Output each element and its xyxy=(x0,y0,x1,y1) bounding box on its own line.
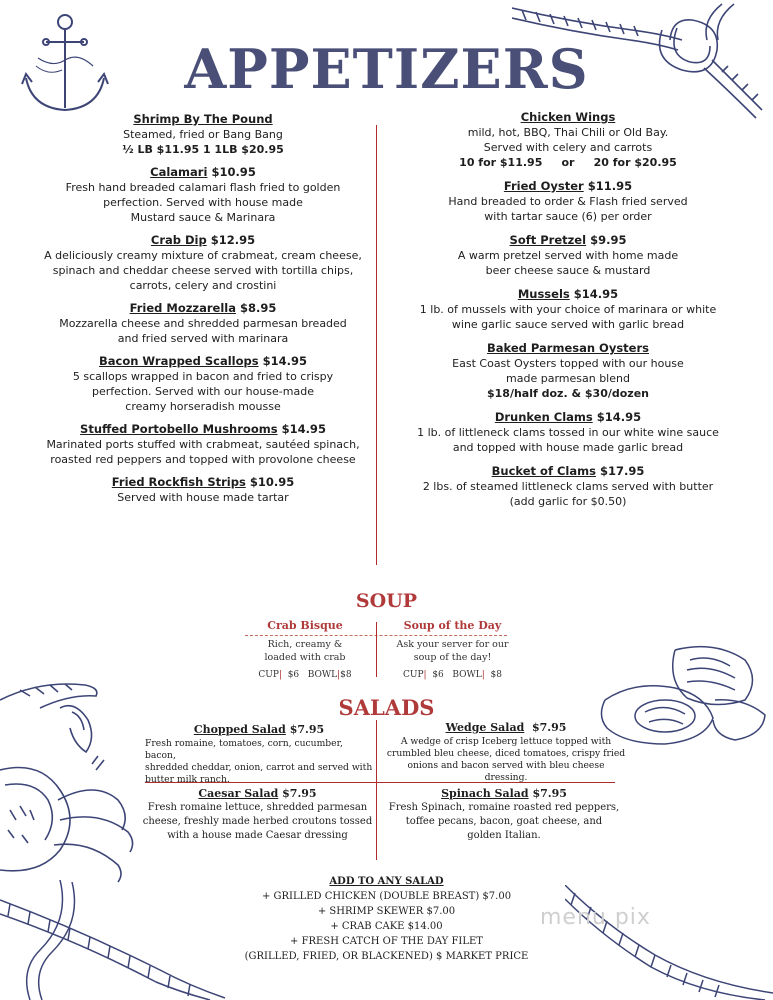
menu-item-name: Fried Rockfish Strips xyxy=(111,475,246,489)
salad-name xyxy=(140,786,375,801)
menu-item-description: 1 lb. of mussels with your choice of marinara or white xyxy=(419,303,717,316)
salad-desc-line: Fresh Spinach, romaine roasted red peppers, xyxy=(388,802,620,813)
watermark: menu pix xyxy=(540,905,651,930)
menu-item-title xyxy=(383,464,753,479)
menu-item-description: perfection. Served with our house-made xyxy=(92,385,314,398)
menu-item-name: Crab Dip xyxy=(150,233,207,247)
salad-price: $7.95 xyxy=(282,787,317,800)
menu-item-description: with tartar sauce (6) per order xyxy=(484,210,652,223)
menu-item-description: East Coast Oysters topped with our house xyxy=(452,357,684,370)
salad-desc-line: Fresh romaine, tomatoes, corn, cucumber, bacon, xyxy=(145,738,343,761)
menu-item xyxy=(28,233,378,293)
menu-item-price: $11.95 xyxy=(587,179,633,193)
soup-title: SOUP xyxy=(355,590,418,612)
salad-desc-line: onions and bacon served with bleu cheese dressing. xyxy=(407,760,605,783)
soup-desc xyxy=(385,638,520,664)
menu-item-price: $8.95 xyxy=(240,301,277,315)
soup-price: CUP| $6 BOWL| $8 xyxy=(403,670,502,680)
menu-item-name: Calamari xyxy=(150,165,208,179)
cup-label: CUP xyxy=(258,670,279,680)
menu-item-name: Mussels xyxy=(517,287,570,301)
menu-item xyxy=(28,112,378,157)
menu-item-description: Mustard sauce & Marinara xyxy=(130,211,276,224)
menu-item-title xyxy=(383,287,753,302)
salad-price: $7.95 xyxy=(289,723,325,736)
salad-desc xyxy=(384,801,624,843)
salad-desc-line: Fresh romaine lettuce, shredded parmesan xyxy=(147,802,368,813)
salad-desc-line: A wedge of crisp Iceberg lettuce topped with xyxy=(400,736,612,747)
salad-item-caesar xyxy=(140,786,375,843)
menu-item-description: 1 lb. of littleneck clams tossed in our white wine sauce xyxy=(417,426,719,439)
cup-label: CUP xyxy=(403,670,424,680)
soup-desc-line: soup of the day! xyxy=(413,652,492,663)
menu-item-title xyxy=(383,179,753,194)
menu-item-name: Stuffed Portobello Mushrooms xyxy=(80,422,278,436)
menu-item-description: spinach and cheddar cheese served with tortilla chips, xyxy=(52,264,354,277)
menu-item-description: Fresh hand breaded calamari flash fried to golden xyxy=(65,181,341,194)
add-to-salad-line: + FRESH CATCH OF THE DAY FILET xyxy=(290,936,483,947)
soup-name: Soup of the Day xyxy=(403,619,502,632)
menu-item-title xyxy=(383,341,753,356)
menu-item-description: beer cheese sauce & mustard xyxy=(485,264,651,277)
menu-item-price: $9.95 xyxy=(590,233,627,247)
menu-item-description: A deliciously creamy mixture of crabmeat, cream cheese, xyxy=(44,249,362,262)
appetizers-left-column xyxy=(28,112,378,505)
salad-desc xyxy=(386,736,626,784)
menu-item-price-line: ½ LB $11.95 1 1LB $20.95 xyxy=(122,143,284,156)
menu-item-price: $14.95 xyxy=(262,354,307,368)
salad-name-text: Spinach Salad xyxy=(441,787,529,800)
menu-item xyxy=(383,341,753,401)
menu-item-title xyxy=(28,422,378,437)
menu-item-description: A warm pretzel served with home made xyxy=(457,249,679,262)
menu-item-price: $10.95 xyxy=(249,475,295,489)
menu-item-price: $14.95 xyxy=(596,410,642,424)
soup-item-soup-of-the-day xyxy=(385,618,520,682)
menu-item-name: Chicken Wings xyxy=(520,110,616,124)
menu-item-description: wine garlic sauce served with garlic bread xyxy=(451,318,685,331)
menu-item-name: Drunken Clams xyxy=(494,410,593,424)
soup-desc-line: Ask your server for our xyxy=(396,639,509,650)
salad-desc-line: crumbled bleu cheese, diced tomatoes, crispy fried xyxy=(386,748,626,759)
menu-item-description: perfection. Served with house made xyxy=(103,196,303,209)
add-to-salad-line: + SHRIMP SKEWER $7.00 xyxy=(317,906,456,917)
add-to-salad xyxy=(0,874,773,964)
menu-item-name: Fried Mozzarella xyxy=(129,301,236,315)
salad-desc-line: shredded cheddar, onion, carrot and served with xyxy=(145,762,373,773)
menu-item-description: and topped with house made garlic bread xyxy=(452,441,684,454)
menu-item xyxy=(383,287,753,332)
salads-title: SALADS xyxy=(338,695,435,720)
menu-item xyxy=(383,464,753,509)
bowl-label: BOWL xyxy=(452,670,482,680)
appetizers-divider xyxy=(376,125,377,565)
menu-item-price: $10.95 xyxy=(211,165,256,179)
salad-name xyxy=(386,720,626,735)
salad-item-wedge xyxy=(386,720,626,784)
add-to-salad-title: ADD TO ANY SALAD xyxy=(329,876,444,887)
cup-price: $6 xyxy=(432,670,444,680)
salads-divider xyxy=(376,720,377,860)
menu-item xyxy=(28,475,378,505)
salad-price: $7.95 xyxy=(532,787,567,800)
menu-item-title xyxy=(383,110,753,125)
menu-item xyxy=(28,301,378,346)
salad-item-chopped xyxy=(145,722,373,786)
menu-item-description: Mozzarella cheese and shredded parmesan breaded xyxy=(59,317,347,330)
menu-item-description: and fried served with marinara xyxy=(117,332,289,345)
menu-item-title xyxy=(28,233,378,248)
salad-name-text: Wedge Salad xyxy=(445,721,525,734)
salad-name-text: Caesar Salad xyxy=(198,787,279,800)
menu-item-name: Soft Pretzel xyxy=(509,233,587,247)
menu-item-title xyxy=(383,410,753,425)
menu-item-description: Steamed, fried or Bang Bang xyxy=(123,128,283,141)
menu-item-name: Fried Oyster xyxy=(503,179,584,193)
menu-item-description: Hand breaded to order & Flash fried served xyxy=(448,195,688,208)
salad-name-text: Chopped Salad xyxy=(193,723,286,736)
menu-item-title xyxy=(28,475,378,490)
menu-item xyxy=(383,233,753,278)
menu-item-title xyxy=(383,233,753,248)
menu-item xyxy=(383,110,753,170)
menu-item xyxy=(383,179,753,224)
menu-item-description: Marinated ports stuffed with crabmeat, sautéed spinach, xyxy=(46,438,360,451)
menu-item-description: made parmesan blend xyxy=(506,372,630,385)
menu-item-description: Served with celery and carrots xyxy=(483,141,653,154)
page-title: APPETIZERS xyxy=(184,37,589,101)
add-to-salad-line: + GRILLED CHICKEN (DOUBLE BREAST) $7.00 xyxy=(261,891,512,902)
salad-desc-line: toffee pecans, bacon, goat cheese, and xyxy=(405,816,603,827)
menu-item-description: Served with house made tartar xyxy=(117,491,289,504)
menu-item-title xyxy=(28,165,378,180)
salad-desc xyxy=(145,738,373,786)
menu-item xyxy=(28,165,378,225)
soup-price: CUP| $6 BOWL|$8 xyxy=(258,670,352,680)
menu-item-description: roasted red peppers and topped with provolone cheese xyxy=(50,453,356,466)
menu-item-description: 5 scallops wrapped in bacon and fried to crispy xyxy=(72,370,334,383)
menu-item-price: $17.95 xyxy=(599,464,645,478)
add-to-salad-line: (GRILLED, FRIED, OR BLACKENED) $ MARKET PRICE xyxy=(244,951,529,962)
bowl-label: BOWL xyxy=(307,670,338,680)
menu-item-description: creamy horseradish mousse xyxy=(125,400,281,413)
salad-name xyxy=(145,722,373,737)
salad-desc-line: cheese, freshly made herbed croutons tossed xyxy=(142,816,373,827)
menu-item-name: Bacon Wrapped Scallops xyxy=(99,354,259,368)
menu-item-name: Bucket of Clams xyxy=(491,464,596,478)
menu-item-name: Shrimp By The Pound xyxy=(133,112,273,126)
soup-desc-line: loaded with crab xyxy=(264,652,346,663)
salad-desc-line: butter milk ranch. xyxy=(145,774,230,785)
cup-price: $6 xyxy=(287,670,300,680)
menu-item-description: mild, hot, BBQ, Thai Chili or Old Bay. xyxy=(467,126,669,139)
menu-item-description: 2 lbs. of steamed littleneck clams served with butter xyxy=(422,480,714,493)
menu-item-title xyxy=(28,301,378,316)
menu-item-description: (add garlic for $0.50) xyxy=(509,495,627,508)
bowl-price: $8 xyxy=(340,670,352,680)
salad-price: $7.95 xyxy=(531,721,567,734)
menu-item-price-line: $18/half doz. & $30/dozen xyxy=(487,387,649,400)
menu-item xyxy=(383,410,753,455)
menu-item-title xyxy=(28,354,378,369)
menu-item-title xyxy=(28,112,378,127)
salad-desc-line: with a house made Caesar dressing xyxy=(167,830,348,841)
menu-item-price: $14.95 xyxy=(573,287,619,301)
soup-name: Crab Bisque xyxy=(267,619,343,632)
appetizers-right-column xyxy=(383,110,753,509)
menu-item-price-line: 10 for $11.95 or 20 for $20.95 xyxy=(459,156,677,169)
salad-name xyxy=(384,786,624,801)
bowl-price: $8 xyxy=(490,670,502,680)
soup-divider xyxy=(376,622,377,677)
salad-desc-line: golden Italian. xyxy=(467,830,541,841)
soup-desc-line: Rich, creamy & xyxy=(267,639,343,650)
soup-item-crab-bisque xyxy=(240,618,370,682)
menu-item xyxy=(28,354,378,414)
add-to-salad-line: + CRAB CAKE $14.00 xyxy=(330,921,443,932)
menu-item-price: $12.95 xyxy=(210,233,256,247)
menu-item-description: carrots, celery and crostini xyxy=(129,279,277,292)
salad-desc xyxy=(140,801,375,843)
menu-item-price: $14.95 xyxy=(281,422,326,436)
menu-item xyxy=(28,422,378,467)
menu-item-name: Baked Parmesan Oysters xyxy=(487,341,649,355)
soup-desc xyxy=(240,638,370,664)
salad-item-spinach xyxy=(384,786,624,843)
